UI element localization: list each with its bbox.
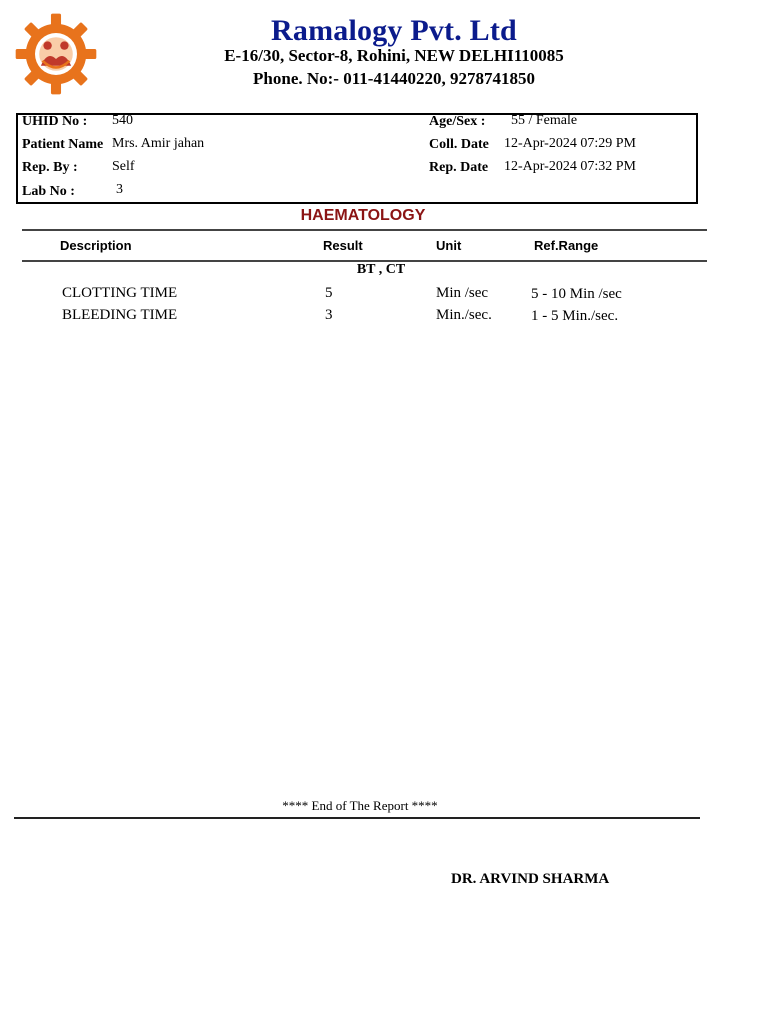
company-name: Ramalogy Pvt. Ltd — [271, 14, 517, 47]
row-description: BLEEDING TIME — [62, 307, 178, 323]
row-result: 5 — [325, 285, 333, 301]
rep-by-value: Self — [112, 159, 135, 174]
row-description: CLOTTING TIME — [62, 285, 178, 301]
header-ref-range: Ref.Range — [534, 238, 599, 253]
section-title: HAEMATOLOGY — [300, 207, 426, 224]
header-unit: Unit — [436, 238, 462, 253]
header-result: Result — [323, 238, 363, 253]
uhid-value: 540 — [112, 113, 133, 128]
age-sex-label: Age/Sex : — [429, 114, 486, 129]
coll-date-label: Coll. Date — [429, 137, 489, 152]
header-description: Description — [60, 238, 132, 253]
row-ref-range: 1 - 5 Min./sec. — [531, 308, 619, 324]
patient-name-label: Patient Name — [22, 137, 104, 152]
rep-date-value: 12-Apr-2024 07:32 PM — [504, 159, 636, 174]
footer-rule — [14, 817, 700, 819]
age-sex-value: 55 / Female — [511, 113, 578, 128]
patient-name-value: Mrs. Amir jahan — [112, 136, 205, 151]
rep-date-label: Rep. Date — [429, 160, 489, 175]
end-of-report-text: **** End of The Report **** — [282, 798, 438, 813]
rep-by-label: Rep. By : — [22, 160, 78, 175]
row-result: 3 — [325, 307, 333, 323]
lab-no-label: Lab No : — [22, 184, 75, 199]
test-group-title: BT , CT — [356, 262, 406, 277]
table-top-rule — [22, 229, 707, 231]
doctor-name: DR. ARVIND SHARMA — [451, 871, 610, 887]
uhid-label: UHID No : — [22, 114, 88, 129]
lab-no-value: 3 — [116, 182, 123, 197]
coll-date-value: 12-Apr-2024 07:29 PM — [504, 136, 636, 151]
company-phone: Phone. No:- 011-41440220, 9278741850 — [253, 69, 535, 88]
company-address: E-16/30, Sector-8, Rohini, NEW DELHI110085 — [224, 46, 564, 65]
row-unit: Min /sec — [436, 285, 489, 301]
row-ref-range: 5 - 10 Min /sec — [531, 286, 622, 302]
row-unit: Min./sec. — [436, 307, 492, 323]
